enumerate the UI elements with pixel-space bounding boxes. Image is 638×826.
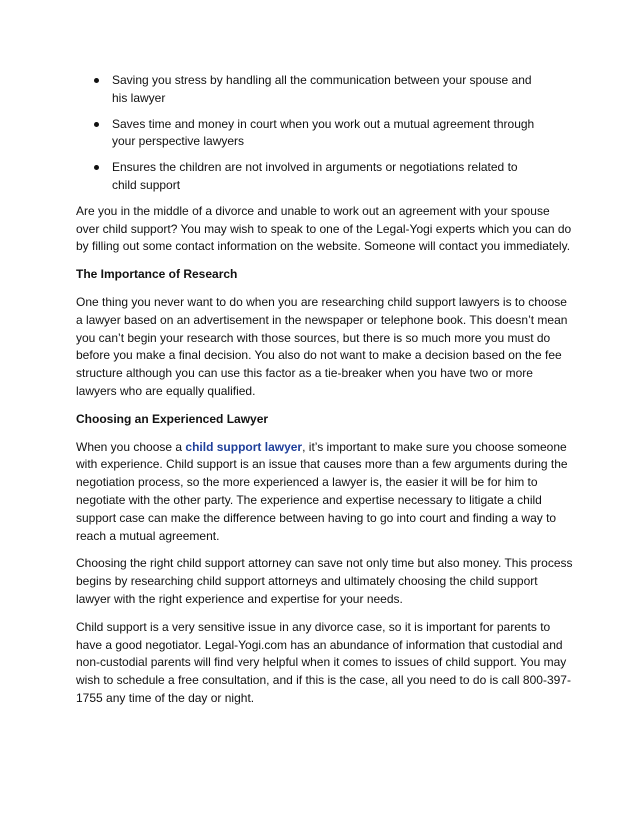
experience-text-after: , it’s important to make sure you choose someone with experience. Child support is an issue that causes more than a few arguments during the negotiation process, so the more experienced a lawyer is, the easier it will be for him to negotiate with the other party. The experience and expertise necessary to litigate a child support case can make the difference between having to go into court and finding a way to reach a mutual agreement. xyxy=(76,439,568,543)
section-heading-research: The Importance of Research xyxy=(76,267,238,282)
negotiator-paragraph: Child support is a very sensitive issue in any divorce case, so it is important for parents to have a good negotiator. Legal-Yogi.com has an abundance of information that custodial and non-custodial parents will find very helpful when it comes to issues of child support. You may wish to schedule a free consultation, and if this is the case, all you need to do is call 800-397-1755 any time of the day or night. xyxy=(76,619,571,705)
section-heading-experienced-lawyer: Choosing an Experienced Lawyer xyxy=(76,411,269,426)
list-item xyxy=(76,159,574,195)
bullet-icon xyxy=(94,165,99,170)
list-item-text: Ensures the children are not involved in arguments or negotiations related to child support xyxy=(112,160,518,192)
list-item xyxy=(76,72,574,108)
intro-paragraph: Are you in the middle of a divorce and unable to work out an agreement with your spouse over child support? You may wish to speak to one of the Legal-Yogi experts which you can do by filling out some contact information on the website. Someone will contact you immediately. xyxy=(76,203,572,254)
experience-text-before: When you choose a xyxy=(76,439,186,454)
list-item-text: Saves time and money in court when you work out a mutual agreement through your perspective lawyers xyxy=(112,116,535,149)
bullet-icon xyxy=(94,122,99,127)
benefits-list xyxy=(76,72,574,195)
child-support-lawyer-link[interactable]: child support lawyer xyxy=(185,439,303,454)
research-paragraph: One thing you never want to do when you are researching child support lawyers is to choose a lawyer based on an advertisement in the newspaper or telephone book. This doesn’t mean you can’t begin your research with those sources, but there is so much more you must do before you make a final decision. You also do not want to make a decision based on the fee structure although you can use this factor as a tie-breaker when you have two or more lawyers who are equally qualified. xyxy=(76,294,568,398)
list-item xyxy=(76,116,574,152)
bullet-icon xyxy=(94,78,99,83)
attorney-paragraph: Choosing the right child support attorney can save not only time but also money. This process begins by researching child support attorneys and ultimately choosing the child support lawyer with the right experience and expertise for your needs. xyxy=(76,556,573,606)
list-item-text: Saving you stress by handling all the communication between your spouse and his lawyer xyxy=(112,73,532,105)
experience-paragraph xyxy=(76,439,574,546)
